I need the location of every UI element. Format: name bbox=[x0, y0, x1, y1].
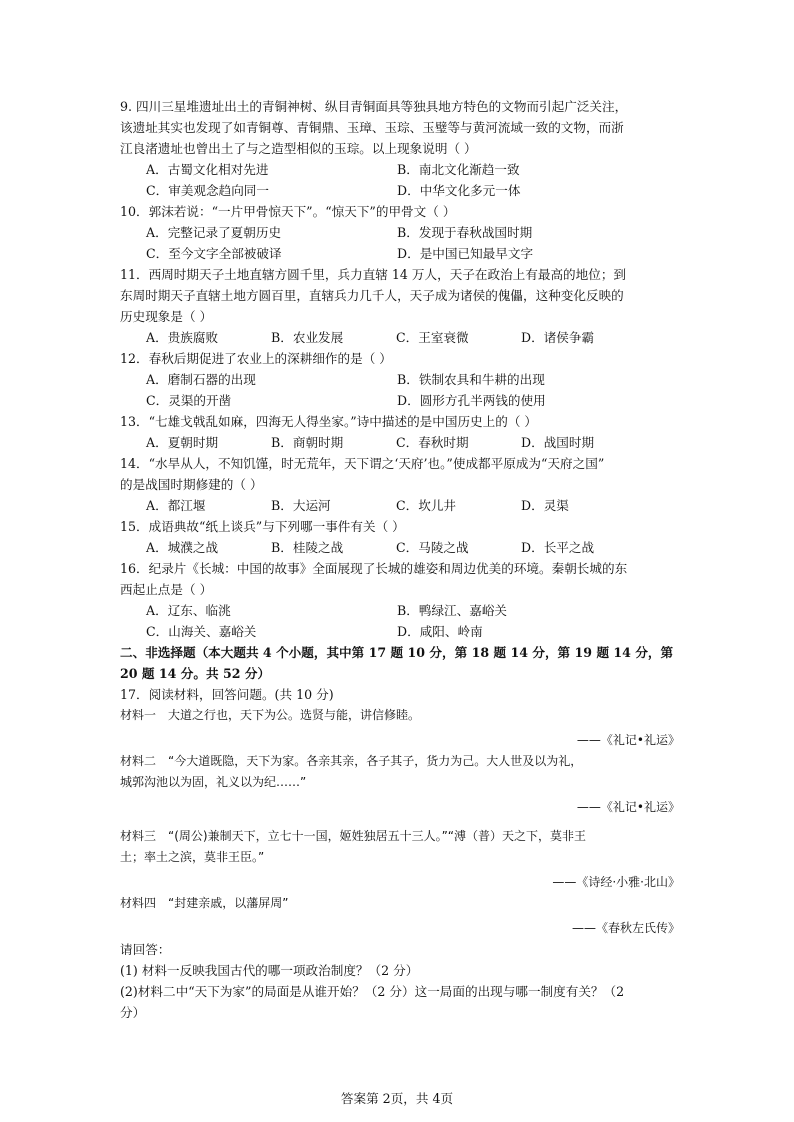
option-a: A．完整记录了夏朝历史 bbox=[146, 225, 282, 240]
option-b: B．农业发展 bbox=[271, 330, 344, 345]
option-b: B．铁制农具和牛耕的出现 bbox=[397, 372, 545, 387]
option-c: C．至今文字全部被破译 bbox=[146, 246, 282, 261]
option-d: D．圆形方孔半两钱的使用 bbox=[397, 393, 546, 408]
material-4-source: ——《春秋左氏传》 bbox=[571, 921, 680, 935]
option-d: D．咸阳、岭南 bbox=[397, 624, 483, 639]
option-a: A．贵族腐败 bbox=[146, 330, 219, 345]
options-row bbox=[120, 327, 680, 348]
option-d: D．战国时期 bbox=[521, 435, 595, 450]
material-3: 材料三 “(周公)兼制天下，立七十一国，姬姓独居五十三人。”“溥（普）天之下，莫非王 bbox=[120, 829, 587, 843]
options-row bbox=[120, 495, 680, 516]
question-text: 13．“七雄戈戟乱如麻，四海无人得坐家。”诗中描述的是中国历史上的（ ） bbox=[120, 414, 538, 429]
question-prompt: 请回答： bbox=[120, 942, 171, 957]
options-row bbox=[120, 180, 680, 201]
option-b: B．商朝时期 bbox=[271, 435, 344, 450]
question-16 bbox=[120, 558, 680, 642]
question-text: 历史现象是（ ） bbox=[120, 309, 213, 324]
question-text: 东周时期天子直辖土地方圆百里，直辖兵力几千人，天子成为诸侯的傀儡，这种变化反映的 bbox=[120, 288, 624, 303]
option-c: C．马陵之战 bbox=[396, 540, 469, 555]
option-a: A．古蜀文化相对先进 bbox=[146, 162, 269, 177]
question-text: 11．西周时期天子土地直辖方圆千里，兵力直辖 14 万人，天子在政治上有最高的地位；到 bbox=[120, 267, 627, 282]
question-17 bbox=[120, 684, 680, 818]
question-12 bbox=[120, 348, 680, 411]
option-b: B．鸭绿江、嘉峪关 bbox=[397, 603, 508, 618]
question-text: 14．“水旱从人，不知饥馑，时无荒年，天下谓之‘天府’也。”使成都平原成为“天府之国” bbox=[120, 456, 605, 471]
page-footer: 答案第 2页，共 4页 bbox=[340, 1091, 454, 1106]
material-2-source: ——《礼记•礼运》 bbox=[576, 800, 680, 814]
question-15 bbox=[120, 516, 680, 558]
question-text: 江良渚遗址也曾出土了与之造型相似的玉琮。以上现象说明（ ） bbox=[120, 141, 477, 156]
material-3-source: ——《诗经·小雅·北山》 bbox=[552, 875, 680, 889]
options-row bbox=[120, 537, 680, 558]
question-17-materials bbox=[120, 826, 680, 1023]
sub-question-2: (2)材料二中“天下为家”的局面是从谁开始？（2 分）这一局面的出现与哪一制度有关？（2 bbox=[120, 984, 625, 999]
option-a: A．辽东、临洮 bbox=[146, 603, 231, 618]
option-a: A．城濮之战 bbox=[146, 540, 219, 555]
options-row bbox=[120, 390, 680, 411]
option-b: B．大运河 bbox=[271, 498, 331, 513]
material-4: 材料四 “封建亲戚，以藩屏周” bbox=[120, 896, 289, 910]
option-b: B．南北文化渐趋一致 bbox=[397, 162, 520, 177]
options-row bbox=[120, 222, 680, 243]
section-title-line: 二、非选择题（本大题共 4 个小题，其中第 17 题 10 分，第 18 题 14 分，第 19 题 14 分，第 bbox=[120, 645, 674, 660]
question-9 bbox=[120, 96, 680, 201]
question-text: 西起止点是（ ） bbox=[120, 582, 213, 597]
section-title-line: 20 题 14 分。共 52 分） bbox=[120, 666, 271, 681]
question-text: 10．郭沫若说：“一片甲骨惊天下”。“惊天下”的甲骨文（ ） bbox=[120, 204, 456, 219]
question-text: 该遗址其实也发现了如青铜尊、青铜鼎、玉璋、玉琮、玉璧等与黄河流域一致的文物，而浙 bbox=[120, 120, 624, 135]
options-row bbox=[120, 600, 680, 621]
question-text: 的是战国时期修建的（ ） bbox=[120, 477, 263, 492]
option-c: C．坎儿井 bbox=[396, 498, 457, 513]
option-c: C．春秋时期 bbox=[396, 435, 469, 450]
material-2: 城郭沟池以为固，礼义以为纪……” bbox=[120, 775, 307, 789]
question-14 bbox=[120, 453, 680, 516]
option-a: A．磨制石器的出现 bbox=[146, 372, 256, 387]
sub-question-2: 分） bbox=[120, 1005, 146, 1020]
question-11 bbox=[120, 264, 680, 348]
material-1: 材料一 大道之行也，天下为公。选贤与能，讲信修睦。 bbox=[120, 708, 421, 722]
section-2-heading bbox=[120, 642, 680, 684]
question-text: 12．春秋后期促进了农业上的深耕细作的是（ ） bbox=[120, 351, 392, 366]
option-b: B．发现于春秋战国时期 bbox=[397, 225, 533, 240]
material-3: 土；率土之滨，莫非王臣。” bbox=[120, 850, 265, 864]
option-d: D．诸侯争霸 bbox=[521, 330, 595, 345]
option-a: A．夏朝时期 bbox=[146, 435, 219, 450]
option-b: B．桂陵之战 bbox=[271, 540, 344, 555]
question-10 bbox=[120, 201, 680, 264]
option-c: C．王室衰微 bbox=[396, 330, 469, 345]
question-text: 15．成语典故“纸上谈兵”与下列哪一事件有关（ ） bbox=[120, 519, 405, 534]
question-text: 16．纪录片《长城：中国的故事》全面展现了长城的雄姿和周边优美的环境。秦朝长城的东 bbox=[120, 561, 628, 576]
option-c: C．审美观念趋向同一 bbox=[146, 183, 269, 198]
option-d: D．灵渠 bbox=[521, 498, 569, 513]
options-row bbox=[120, 621, 680, 642]
options-row bbox=[120, 369, 680, 390]
question-13 bbox=[120, 411, 680, 453]
material-2: 材料二 “今大道既隐，天下为家。各亲其亲，各子其子，货力为己。大人世及以为礼， bbox=[120, 754, 583, 768]
options-row bbox=[120, 243, 680, 264]
options-row bbox=[120, 159, 680, 180]
question-intro: 17．阅读材料，回答问题。(共 10 分) bbox=[120, 687, 334, 702]
option-d: D．是中国已知最早文字 bbox=[397, 246, 534, 261]
option-a: A．都江堰 bbox=[146, 498, 206, 513]
option-c: C．山海关、嘉峪关 bbox=[146, 624, 257, 639]
option-c: C．灵渠的开凿 bbox=[146, 393, 232, 408]
sub-question-1: (1) 材料一反映我国古代的哪一项政治制度？（2 分） bbox=[120, 963, 419, 978]
option-d: D．长平之战 bbox=[521, 540, 595, 555]
question-text: 9. 四川三星堆遗址出土的青铜神树、纵目青铜面具等独具地方特色的文物而引起广泛关注， bbox=[120, 99, 628, 114]
material-1-source: ——《礼记•礼运》 bbox=[576, 733, 680, 747]
option-d: D．中华文化多元一体 bbox=[397, 183, 521, 198]
options-row bbox=[120, 432, 680, 453]
